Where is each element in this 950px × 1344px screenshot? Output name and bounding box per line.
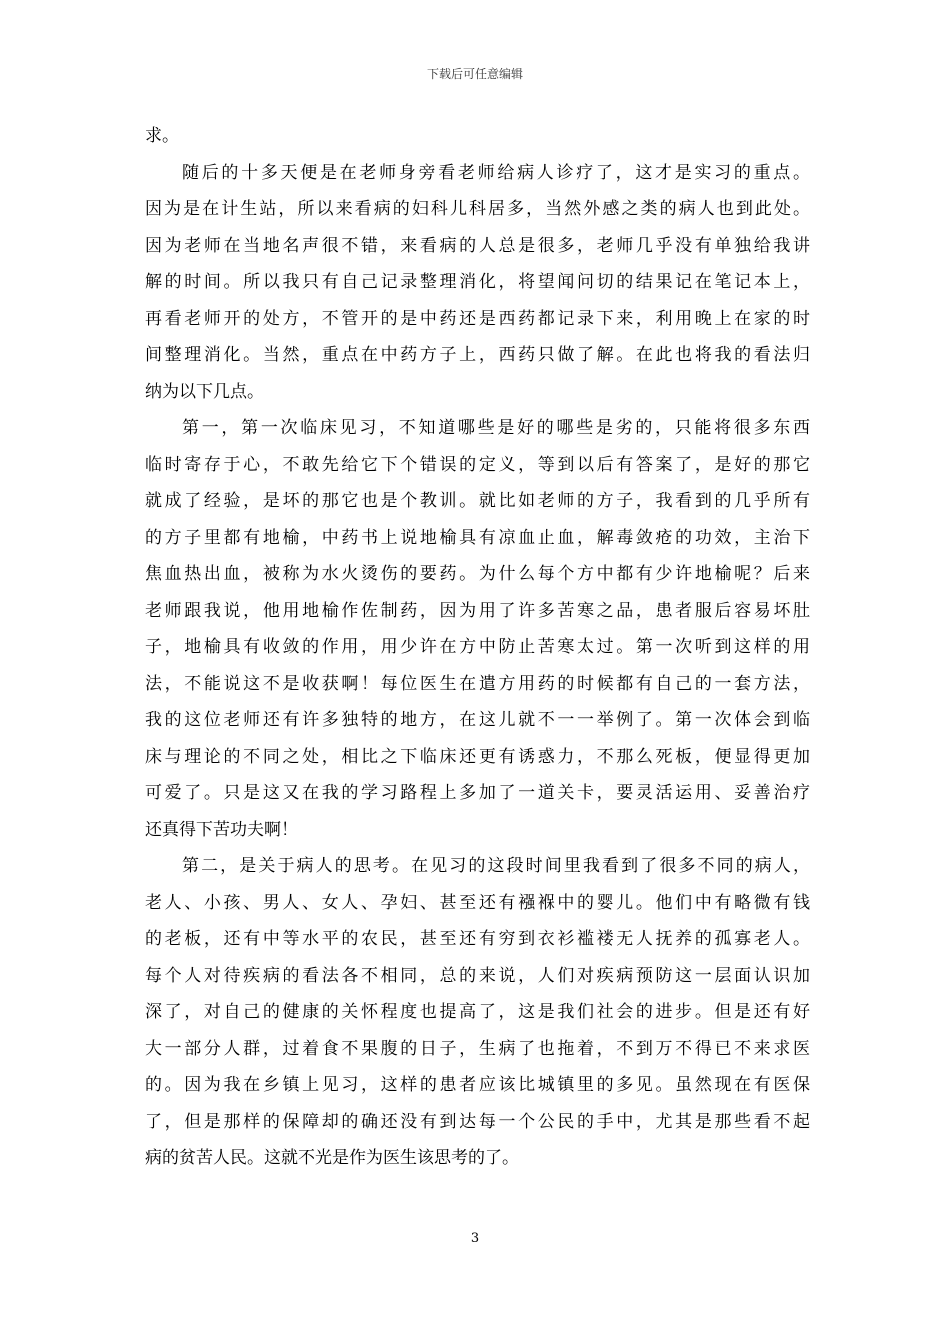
page-body: [145, 118, 810, 1177]
text-line: 每个人对待疾病的看法各不相同，总的来说，人们对疾病预防这一层面认识加: [145, 965, 810, 986]
text-line: 第二，是关于病人的思考。在见习的这段时间里我看到了很多不同的病人，: [182, 856, 810, 876]
text-line: 我的这位老师还有许多独特的地方，在这儿就不一一举例了。第一次体会到临: [145, 710, 810, 730]
text-line: 解的时间。所以我只有自己记录整理消化，将望闻问切的结果记在笔记本上，: [145, 272, 810, 292]
paragraph: [145, 118, 810, 155]
page-number: 3: [470, 1231, 480, 1246]
text-line: 老人、小孩、男人、女人、孕妇、甚至还有襁褓中的婴儿。他们中有略微有钱: [145, 892, 810, 913]
text-line: 大一部分人群，过着食不果腹的日子，生病了也拖着，不到万不得已不来求医: [145, 1038, 810, 1059]
text-line: 法，不能说这不是收获啊！每位医生在遣方用药的时候都有自己的一套方法，: [145, 673, 810, 694]
text-line: 子，地榆具有收敛的作用，用少许在方中防止苦寒太过。第一次听到这样的用: [145, 637, 810, 657]
text-line: 因为老师在当地名声很不错，来看病的人总是很多，老师几乎没有单独给我讲: [145, 235, 810, 256]
text-line: 间整理消化。当然，重点在中药方子上，西药只做了解。在此也将我的看法归: [145, 345, 810, 365]
text-line: 了，但是那样的保障却的确还没有到达每一个公民的手中，尤其是那些看不起: [145, 1111, 810, 1132]
text-line: 随后的十多天便是在老师身旁看老师给病人诊疗了，这才是实习的重点。: [182, 162, 810, 183]
page-header: 下载后可任意编辑: [426, 67, 523, 81]
text-line: 求。: [145, 126, 179, 146]
paragraph: [145, 848, 810, 1177]
text-line: 还真得下苦功夫啊！: [145, 819, 298, 840]
text-line: 焦血热出血，被称为水火烫伤的要药。为什么每个方中都有少许地榆呢？后来: [145, 564, 810, 584]
text-line: 深了，对自己的健康的关怀程度也提高了，这是我们社会的进步。但是还有好: [145, 1002, 810, 1022]
text-line: 可爱了。只是这又在我的学习路程上多加了一道关卡，要灵活运用、妥善治疗: [145, 783, 810, 803]
text-line: 因为是在计生站，所以来看病的妇科儿科居多，当然外感之类的病人也到此处。: [145, 199, 810, 219]
text-line: 临时寄存于心，不敢先给它下个错误的定义，等到以后有答案了，是好的那它: [145, 454, 810, 475]
paragraph: [145, 410, 810, 848]
paragraph: [145, 155, 810, 411]
text-line: 的方子里都有地榆，中药书上说地榆具有凉血止血，解毒敛疮的功效，主治下: [145, 527, 810, 548]
text-line: 就成了经验，是坏的那它也是个教训。就比如老师的方子，我看到的几乎所有: [145, 491, 810, 511]
text-line: 纳为以下几点。: [145, 381, 264, 402]
text-line: 的老板，还有中等水平的农民，甚至还有穷到衣衫褴褛无人抚养的孤寡老人。: [145, 929, 810, 949]
text-line: 床与理论的不同之处，相比之下临床还更有诱惑力，不那么死板，便显得更加: [145, 746, 810, 767]
text-line: 的。因为我在乡镇上见习，这样的患者应该比城镇里的多见。虽然现在有医保: [145, 1075, 810, 1095]
text-line: 病的贫苦人民。这就不光是作为医生该思考的了。: [145, 1148, 519, 1168]
text-line: 老师跟我说，他用地榆作佐制药，因为用了许多苦寒之品，患者服后容易坏肚: [145, 600, 810, 621]
text-line: 第一，第一次临床见习，不知道哪些是好的哪些是劣的，只能将很多东西: [182, 418, 810, 438]
text-line: 再看老师开的处方，不管开的是中药还是西药都记录下来，利用晚上在家的时: [145, 308, 810, 329]
